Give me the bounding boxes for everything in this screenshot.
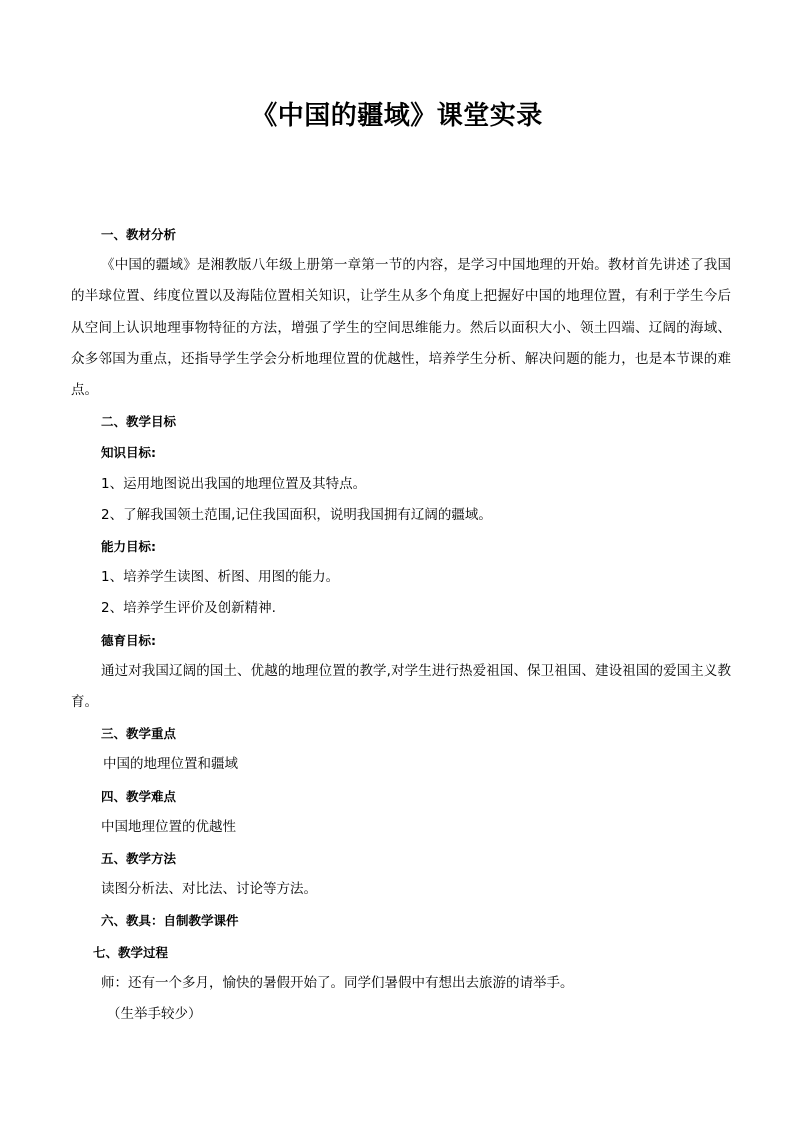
teaching-method-text: 读图分析法、对比法、讨论等方法。: [101, 881, 317, 898]
knowledge-goal-heading: 知识目标:: [101, 445, 156, 461]
section-heading-6: 六、教具：自制教学课件: [101, 913, 239, 929]
document-body: [71, 219, 731, 1030]
ability-goal-heading: 能力目标:: [101, 539, 156, 555]
document-title: 《中国的疆域》课堂实录: [251, 101, 543, 131]
knowledge-goal-1: 1、运用地图说出我国的地理位置及其特点。: [101, 475, 367, 492]
section-heading-2: 二、教学目标: [101, 414, 177, 430]
knowledge-goal-2: 2、了解我国领土范围,记住我国面积，说明我国拥有辽阔的疆域。: [101, 506, 492, 523]
ability-goal-1: 1、培养学生读图、析图、用图的能力。: [101, 569, 340, 586]
section-heading-4: 四、教学难点: [101, 788, 177, 804]
teaching-focus-text: 中国的地理位置和疆域: [103, 756, 238, 773]
section-heading-3: 三、教学重点: [101, 726, 177, 742]
teaching-difficulty-text: 中国地理位置的优越性: [101, 818, 236, 835]
ability-goal-2: 2、培养学生评价及创新精神.: [101, 600, 276, 617]
section-heading-7: 七、教学过程: [93, 944, 169, 960]
moral-goal-heading: 德育目标:: [101, 632, 156, 648]
section-heading-5: 五、教学方法: [101, 851, 177, 867]
textbook-analysis-paragraph: 《中国的疆域》是湘教版八年级上册第一章第一节的内容，是学习中国地理的开始。教材首先讲述了我国的半球位置、纬度位置以及海陆位置相关知识，让学生从多个角度上把握好中国的地理位置，有利于学生今后从空间上认识地理事物特征的方法，增强了学生的空间思维能力。然后以面积大小、领土四端、辽阔的海域、众多邻国为重点，还指导学生学会分析地理位置的优越性，培养学生分析、解决问题的能力，也是本节课的难点。: [71, 257, 731, 399]
teacher-dialogue: 师：还有一个多月，愉快的暑假开始了。同学们暑假中有想出去旅游的请举手。: [101, 974, 574, 991]
section-heading-1: 一、教材分析: [101, 227, 177, 242]
student-response-note: （生举手较少）: [107, 1006, 202, 1023]
moral-goal-paragraph: 通过对我国辽阔的国土、优越的地理位置的教学,对学生进行热爱祖国、保卫祖国、建设祖国的爱国主义教育。: [71, 662, 731, 711]
